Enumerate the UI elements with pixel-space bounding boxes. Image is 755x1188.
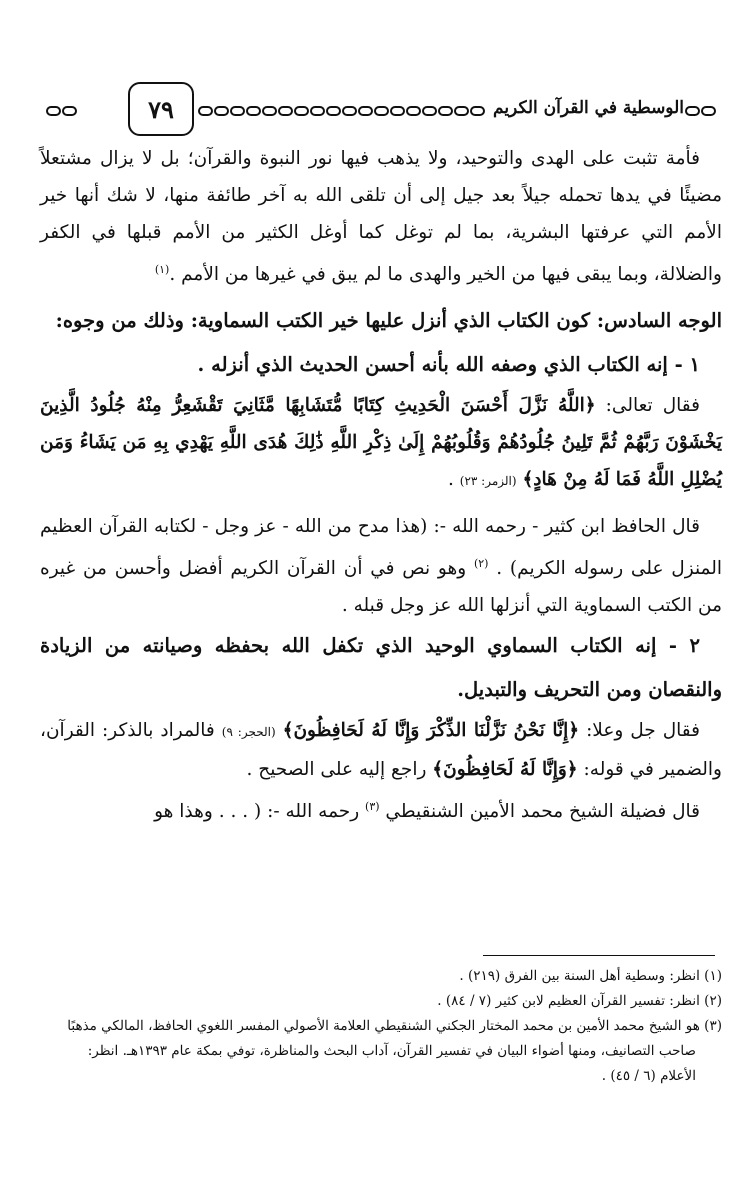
page-header — [38, 80, 722, 134]
verse-reference-hijr: (الحجر: ٩) — [221, 725, 276, 740]
ornament-chain — [198, 106, 485, 120]
footnotes — [40, 964, 722, 1089]
page-number: ٧٩ — [128, 82, 194, 136]
verse-reference-zumar: (الزمر: ٢٣) — [459, 474, 517, 489]
paragraph-3 — [40, 508, 722, 624]
paragraph-4-intro: فقال جل وعلا: — [579, 720, 700, 742]
paragraph-2-intro: فقال تعالى: — [595, 395, 700, 417]
footnote-1: (١) انظر: وسطية أهل السنة بين الفرق (٢١٩) . — [459, 968, 722, 984]
paragraph-3-text-b: وهو نص في أن القرآن الكريم أفضل وأحسن من غيره من الكتب السماوية التي أنزلها الله عز وجل قبله . — [40, 558, 722, 617]
paragraph-1-text: فأمة تثبت على الهدى والتوحيد، ولا يذهب فيها نور النبوة والقرآن؛ بل لا يزال مشتعلاً مضيئًا في يدها تحمله جيلاً بعد جيل إلى أن تلقى الله به آخر طائفة منها، لا شك أنها خير الأمم التي عرفتها البشرية، بما لم توغل كما أوغل الكثير من الأمم قبلها في الكفر والضلالة، وبما يبقى فيها من الخير والهدى ما لم يبق في غيرها من الأمم . — [40, 148, 722, 286]
footnote-marker-3: (٣) — [365, 800, 380, 814]
section-heading: الوجه السادس: كون الكتاب الذي أنزل عليها خير الكتب السماوية: وذلك من وجوه: — [55, 309, 722, 333]
footnote-2: (٢) انظر: تفسير القرآن العظيم لابن كثير (٧ / ٨٤) . — [437, 993, 722, 1009]
footnote-3-line-3: الأعلام (٦ / ٤٥) . — [601, 1068, 696, 1084]
paragraph-1 — [40, 140, 722, 293]
paragraph-2-end: . — [448, 469, 460, 491]
subheading-1: ١ - إنه الكتاب الذي وصفه الله بأنه أحسن الحديث الذي أنزله . — [197, 353, 700, 377]
subheading-2: ٢ - إنه الكتاب السماوي الوحيد الذي تكفل الله بحفظه وصيانته من الزيادة والنقصان ومن التحريف والتبديل. — [40, 634, 722, 702]
paragraph-2 — [40, 387, 722, 500]
quran-verse-hijr: ﴿إِنَّا نَحْنُ نَزَّلْنَا الذِّكْرَ وَإِنَّا لَهُ لَحَافِظُونَ﴾ — [282, 720, 580, 742]
footnote-marker-2: (٢) — [473, 557, 489, 571]
footnote-3-line-2: صاحب التصانيف، ومنها أضواء البيان في تفسير القرآن، آداب البحث والمناظرة، توفي بمكة عام ١٣٩٣هـ. انظر: — [87, 1043, 696, 1059]
quran-verse-zumar: ﴿اللَّهُ نَزَّلَ أَحْسَنَ الْحَدِيثِ كِتَابًا مُّتَشَابِهًا مَّثَانِيَ تَقْشَعِرُّ مِنْهُ جُلُودُ الَّذِينَ يَخْشَوْنَ رَبَّهُمْ ثُمَّ تَلِينُ جُلُودُهُمْ وَقُلُوبُهُمْ إِلَىٰ ذِكْرِ اللَّهِ ذَٰلِكَ هُدَى اللَّهِ يَهْدِي بِهِ مَن يَشَاءُ وَمَن يُضْلِلِ اللَّهُ فَمَا لَهُ مِنْ هَادٍ﴾ — [40, 395, 722, 491]
ornament-right — [685, 106, 716, 120]
paragraph-5-text-b: رحمه الله -: ( . . . وهذا هو — [154, 801, 366, 823]
main-text — [40, 140, 722, 830]
paragraph-3-text-a: قال الحافظ ابن كثير - رحمه الله -: (هذا مدح من الله - عز وجل - لكتابه القرآن العظيم المنزل على رسوله الكريم) . — [40, 516, 723, 580]
ornament-left — [46, 106, 77, 120]
running-title: الوسطية في القرآن الكريم — [493, 98, 684, 118]
paragraph-4 — [40, 712, 722, 788]
quran-verse-hijr-part: ﴿وَإِنَّا لَهُ لَحَافِظُونَ﴾ — [432, 759, 578, 781]
footnote-3-line-1: (٣) هو الشيخ محمد الأمين بن محمد المختار الجكني الشنقيطي العلامة الأصولي المفسر اللغوي الحافظ، المالكي مذهبًا — [67, 1018, 722, 1034]
footnote-divider — [483, 955, 715, 956]
footnote-marker-1: (١) — [154, 263, 170, 276]
paragraph-4-mid: فالمراد بالذكر: القرآن، والضمير في قوله: — [40, 720, 722, 781]
paragraph-5 — [40, 788, 722, 830]
paragraph-4-end: راجع إليه على الصحيح . — [246, 759, 433, 781]
paragraph-5-text-a: قال فضيلة الشيخ محمد الأمين الشنقيطي — [379, 801, 700, 823]
